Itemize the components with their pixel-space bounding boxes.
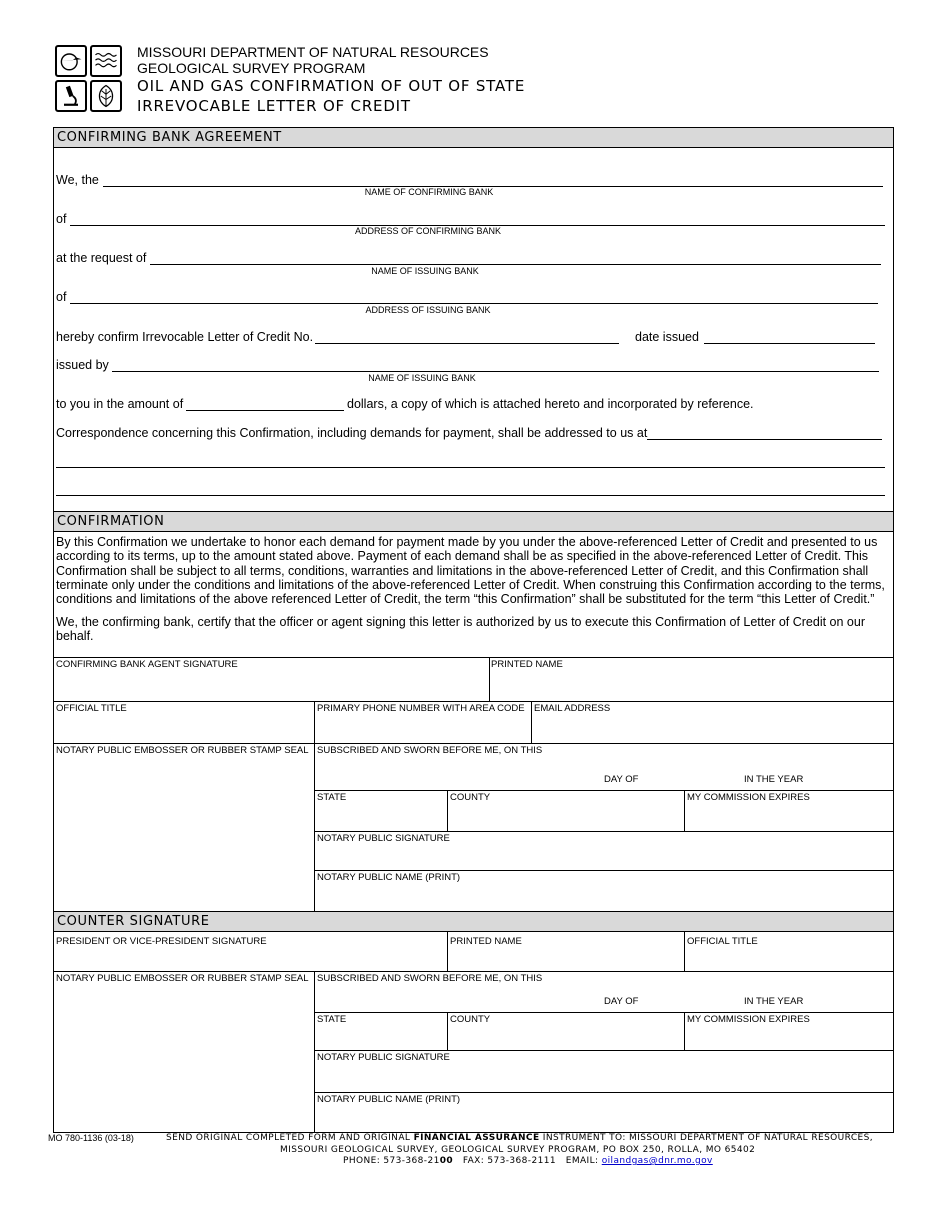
counter-printed-name-field[interactable]: PRINTED NAME — [450, 936, 522, 947]
amount-prefix-label: to you in the amount of — [56, 397, 184, 411]
county-field[interactable]: COUNTY — [450, 792, 491, 803]
in-the-year-label: IN THE YEAR — [744, 774, 804, 785]
divider — [314, 971, 315, 1133]
counter-commission-expires-field[interactable]: MY COMMISSION EXPIRES — [687, 1014, 810, 1025]
amount-suffix-label: dollars, a copy of which is attached hereto and incorporated by reference. — [347, 397, 754, 411]
counter-subscribed-sworn-field[interactable]: SUBSCRIBED AND SWORN BEFORE ME, ON THIS — [317, 973, 543, 984]
notary-seal-area: NOTARY PUBLIC EMBOSSER OR RUBBER STAMP SEAL — [56, 745, 309, 756]
footer-send-line — [166, 1133, 873, 1143]
divider — [684, 932, 685, 971]
commission-expires-field[interactable]: MY COMMISSION EXPIRES — [687, 792, 810, 803]
microscope-icon — [55, 80, 87, 112]
confirmation-paragraph-2: We, the confirming bank, certify that the officer or agent signing this letter is authorized by us to execute this Confirmation of Letter of Credit on our behalf. — [56, 615, 865, 644]
of-label: of — [56, 212, 67, 226]
section-heading-confirmation: CONFIRMATION — [53, 511, 894, 532]
department-name: MISSOURI DEPARTMENT OF NATURAL RESOURCES — [137, 44, 489, 60]
footer-email-link[interactable]: oilandgas@dnr.mo.gov — [601, 1156, 713, 1166]
date-issued-field[interactable] — [704, 343, 875, 344]
we-the-label: We, the — [56, 173, 99, 187]
bird-icon — [55, 45, 87, 77]
correspondence-address-line2[interactable] — [56, 467, 885, 468]
correspondence-label: Correspondence concerning this Confirmation, including demands for payment, shall be addressed to us at — [56, 426, 648, 440]
email-field[interactable]: EMAIL ADDRESS — [534, 703, 611, 714]
water-waves-icon — [90, 45, 122, 77]
issuing-bank-address-caption: ADDRESS OF ISSUING BANK — [365, 305, 491, 315]
subscribed-sworn-field[interactable]: SUBSCRIBED AND SWORN BEFORE ME, ON THIS — [317, 745, 543, 756]
divider — [314, 1092, 894, 1093]
divider — [314, 1050, 894, 1051]
divider — [314, 1012, 894, 1013]
confirming-bank-address-caption: ADDRESS OF CONFIRMING BANK — [354, 226, 501, 236]
notary-name-field[interactable]: NOTARY PUBLIC NAME (PRINT) — [317, 872, 461, 883]
divider — [314, 870, 894, 871]
official-title-field[interactable]: OFFICIAL TITLE — [56, 703, 127, 714]
divider — [53, 971, 894, 972]
correspondence-address-field[interactable] — [647, 439, 882, 440]
state-field[interactable]: STATE — [317, 792, 347, 803]
counter-notary-name-field[interactable]: NOTARY PUBLIC NAME (PRINT) — [317, 1094, 461, 1105]
divider — [53, 657, 894, 658]
counter-state-field[interactable]: STATE — [317, 1014, 347, 1025]
day-of-label: DAY OF — [604, 774, 639, 785]
divider — [531, 701, 532, 743]
counter-notary-seal-area: NOTARY PUBLIC EMBOSSER OR RUBBER STAMP SEAL — [56, 973, 309, 984]
footer-phone: PHONE: 573-368-2100 — [343, 1156, 454, 1166]
notary-signature-field[interactable]: NOTARY PUBLIC SIGNATURE — [317, 833, 450, 844]
issued-by-label: issued by — [56, 358, 109, 372]
divider — [684, 1012, 685, 1050]
of-label-2: of — [56, 290, 67, 304]
footer-email-label: EMAIL: — [565, 1156, 599, 1166]
divider — [489, 657, 490, 701]
letter-of-credit-number-field[interactable] — [315, 343, 619, 344]
divider — [447, 790, 448, 831]
confirmation-paragraph-1: By this Confirmation we undertake to honor each demand for payment made by you under the above-referenced Letter of Credit and presented to us according to its terms, up to the amount stated above. Payment of each demand shall be as specified in the above-referenced Letter of Credit. This Confirmation shall be subject to all terms, conditions, warranties and limitations in the above-referenced Letter of Credit, and this Confirmation shall terminate only under the conditions and limitations of the above-referenced Letter of Credit. When construing this Confirmation according to the terms, conditions and limitations of the above referenced Letter of Credit, the term “this Confirmation” shall be substituted for the term “this Letter of Credit.” — [56, 535, 885, 607]
hereby-confirm-label: hereby confirm Irrevocable Letter of Credit No. — [56, 330, 314, 344]
form-title-line2: IRREVOCABLE LETTER OF CREDIT — [137, 97, 411, 115]
divider — [53, 701, 894, 702]
divider — [314, 790, 894, 791]
issuing-bank-address-field[interactable] — [70, 303, 878, 304]
president-signature-field[interactable]: PRESIDENT OR VICE-PRESIDENT SIGNATURE — [56, 936, 267, 947]
footer-send-prefix: SEND ORIGINAL COMPLETED FORM AND ORIGINAL — [166, 1133, 411, 1143]
issued-by-field[interactable] — [112, 371, 879, 372]
counter-notary-signature-field[interactable]: NOTARY PUBLIC SIGNATURE — [317, 1052, 450, 1063]
agent-signature-field[interactable]: CONFIRMING BANK AGENT SIGNATURE — [56, 659, 238, 670]
program-name: GEOLOGICAL SURVEY PROGRAM — [137, 60, 366, 76]
footer-fax: FAX: 573-368-2111 — [462, 1156, 556, 1166]
footer-address-line: MISSOURI GEOLOGICAL SURVEY, GEOLOGICAL SURVEY PROGRAM, PO BOX 250, ROLLA, MO 65402 — [280, 1145, 756, 1155]
counter-day-of-label: DAY OF — [604, 996, 639, 1007]
section-heading-bank-agreement: CONFIRMING BANK AGREEMENT — [53, 127, 894, 148]
amount-field[interactable] — [186, 410, 344, 411]
counter-official-title-field[interactable]: OFFICIAL TITLE — [687, 936, 758, 947]
footer-send-suffix: INSTRUMENT TO: MISSOURI DEPARTMENT OF NATURAL RESOURCES, — [542, 1133, 874, 1143]
divider — [53, 743, 894, 744]
divider — [314, 701, 315, 911]
counter-county-field[interactable]: COUNTY — [450, 1014, 491, 1025]
leaf-icon — [90, 80, 122, 112]
issuing-bank-name-caption: NAME OF ISSUING BANK — [371, 266, 479, 276]
divider — [684, 790, 685, 831]
divider — [447, 1012, 448, 1050]
issuing-bank-name-field[interactable] — [150, 264, 881, 265]
confirming-bank-name-caption: NAME OF CONFIRMING BANK — [364, 187, 494, 197]
section-heading-counter-signature: COUNTER SIGNATURE — [53, 911, 894, 932]
phone-field[interactable]: PRIMARY PHONE NUMBER WITH AREA CODE — [317, 703, 525, 714]
counter-in-the-year-label: IN THE YEAR — [744, 996, 804, 1007]
correspondence-address-line3[interactable] — [56, 495, 885, 496]
issued-by-caption: NAME OF ISSUING BANK — [368, 373, 476, 383]
at-request-of-label: at the request of — [56, 251, 147, 265]
form-number: MO 780-1136 (03-18) — [48, 1133, 134, 1143]
divider — [314, 831, 894, 832]
form-title-line1: OIL AND GAS CONFIRMATION OF OUT OF STATE — [137, 77, 526, 95]
printed-name-field[interactable]: PRINTED NAME — [491, 659, 563, 670]
footer-send-bold: FINANCIAL ASSURANCE — [413, 1133, 540, 1143]
date-issued-label: date issued — [635, 330, 699, 344]
footer-contact-line — [343, 1156, 713, 1166]
divider — [447, 932, 448, 971]
